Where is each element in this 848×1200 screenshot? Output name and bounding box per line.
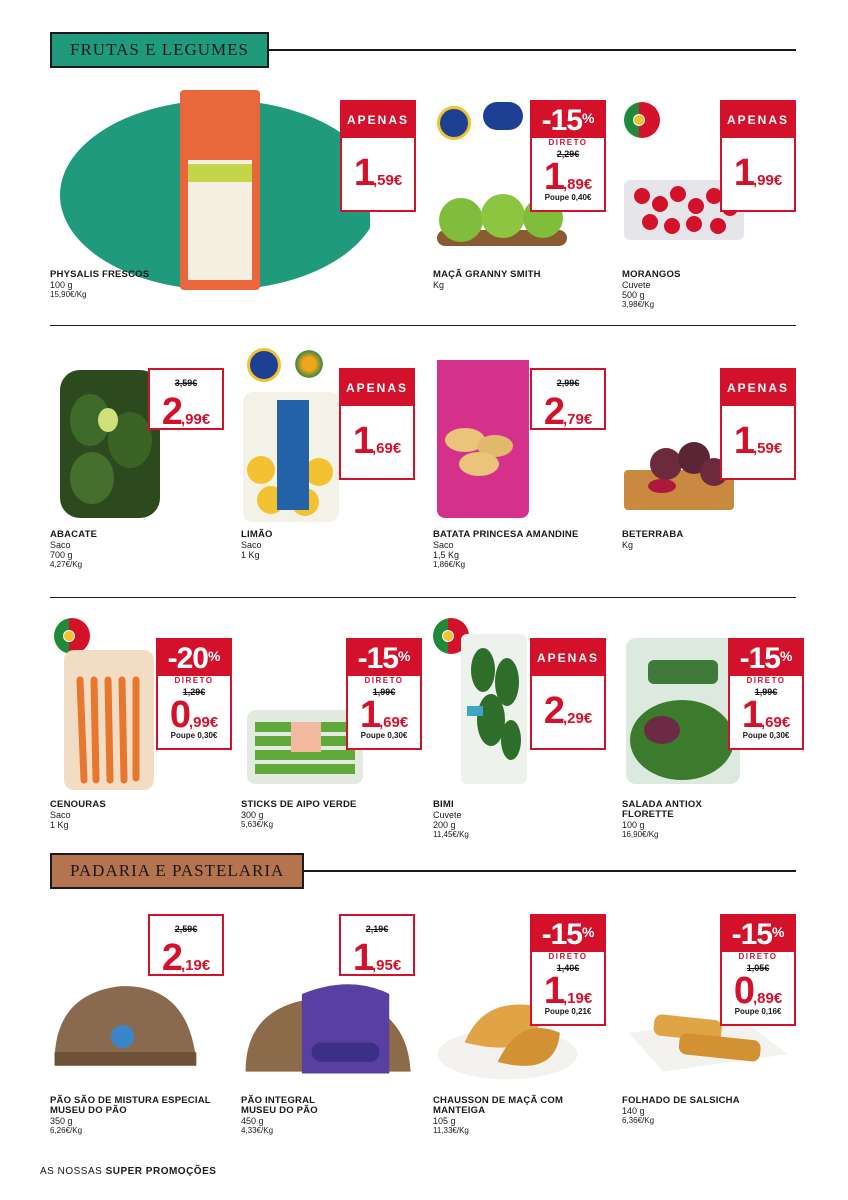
product-card[interactable]	[50, 360, 230, 600]
discount-percent: -15	[731, 918, 772, 951]
product-size: 100 g	[50, 280, 73, 290]
direto-label: DIRETO	[158, 676, 230, 686]
footer-normal: AS NOSSAS	[40, 1166, 106, 1177]
direto-label: DIRETO	[730, 676, 802, 686]
product-size: Kg	[433, 280, 445, 290]
old-price: 1,05€	[746, 963, 770, 973]
product-card[interactable]	[50, 100, 409, 340]
product-size: 450 g	[241, 1116, 264, 1126]
apenas-label: APENAS	[532, 640, 604, 676]
product-name: FOLHADO DE SALSICHA	[622, 1095, 740, 1106]
footer-tagline	[40, 1166, 216, 1177]
apenas-label: APENAS	[341, 370, 413, 406]
product-pack: Saco	[433, 540, 454, 550]
product-name: SALADA ANTIOX FLORETTE	[622, 799, 703, 820]
old-price: 2,99€	[556, 378, 580, 388]
product-name: PHYSALIS FRESCOS	[50, 269, 150, 280]
price-tag	[339, 368, 415, 480]
product-info	[433, 270, 613, 290]
product-name: CENOURAS	[50, 799, 106, 810]
product-name: CHAUSSON DE MAÇÃ COM MANTEIGA	[433, 1095, 564, 1116]
direto-label: DIRETO	[722, 952, 794, 962]
section-title-bakery: PADARIA E PASTELARIA	[70, 861, 285, 880]
product-name: BIMI	[433, 799, 454, 810]
product-card[interactable]	[241, 360, 421, 600]
product-size: 1 Kg	[241, 550, 260, 560]
product-info	[433, 530, 613, 570]
price: 1,69€	[741, 694, 791, 736]
product-info	[50, 530, 230, 570]
product-card[interactable]	[622, 918, 802, 1166]
product-info	[50, 800, 230, 830]
product-card[interactable]	[433, 100, 613, 340]
product-size: 500 g	[622, 290, 645, 300]
product-card[interactable]	[622, 360, 802, 600]
product-name: BATATA PRINCESA AMANDINE	[433, 529, 579, 540]
product-size: 200 g	[433, 820, 456, 830]
unit-price: 4,27€/Kg	[50, 560, 83, 569]
old-price: 2,29€	[556, 149, 580, 159]
footer-bold: SUPER PROMOÇÕES	[105, 1166, 217, 1177]
product-info	[50, 1096, 230, 1136]
price: 2,19€	[161, 937, 211, 979]
product-name: PÃO INTEGRAL MUSEU DO PÃO	[241, 1095, 318, 1116]
product-size: Kg	[622, 540, 634, 550]
direto-label: DIRETO	[532, 138, 604, 148]
product-size: 105 g	[433, 1116, 456, 1126]
product-info	[433, 800, 613, 840]
section-header-fruits	[50, 32, 269, 68]
unit-price: 11,33€/Kg	[433, 1126, 469, 1135]
unit-price: 6,26€/Kg	[50, 1126, 83, 1135]
product-name: ABACATE	[50, 529, 98, 540]
product-info	[433, 1096, 613, 1136]
unit-price: 5,63€/Kg	[241, 820, 274, 829]
section-rule-fruits	[268, 49, 796, 51]
price: 1,69€	[359, 694, 409, 736]
price-tag	[720, 100, 796, 212]
apenas-label: APENAS	[722, 102, 794, 138]
product-card[interactable]	[622, 100, 802, 340]
price: 1,59€	[733, 420, 783, 462]
product-pack: Saco	[50, 810, 71, 820]
product-card[interactable]	[50, 926, 230, 1166]
product-size: 1,5 Kg	[433, 550, 460, 560]
product-size: 1 Kg	[50, 820, 69, 830]
price-tag: -15% DIRETO 1,99€ 1,69€ Poupe 0,30€	[728, 638, 804, 750]
discount-percent: -20	[167, 642, 208, 675]
price: 2,29€	[543, 690, 593, 732]
product-info	[241, 1096, 421, 1136]
price-tag	[340, 100, 416, 212]
product-name: BETERRABA	[622, 529, 684, 540]
savings: Poupe 0,40€	[544, 193, 592, 202]
price: 1,89€	[543, 156, 593, 198]
product-info	[622, 270, 802, 310]
product-name: MORANGOS	[622, 269, 681, 280]
product-info	[50, 270, 230, 300]
price-tag: -15% DIRETO 1,40€ 1,19€ Poupe 0,21€	[530, 914, 606, 1026]
discount-percent: -15	[541, 104, 582, 137]
unit-price: 16,90€/Kg	[622, 830, 659, 839]
direto-label: DIRETO	[532, 952, 604, 962]
product-size: 300 g	[241, 810, 264, 820]
old-price: 1,29€	[182, 687, 206, 697]
savings: Poupe 0,16€	[734, 1007, 782, 1016]
savings: Poupe 0,30€	[742, 731, 790, 740]
apenas-label: APENAS	[342, 102, 414, 138]
product-card[interactable]	[433, 918, 613, 1166]
section-title-fruits: FRUTAS E LEGUMES	[70, 40, 249, 59]
unit-price: 11,45€/Kg	[433, 830, 469, 839]
unit-price: 1,86€/Kg	[433, 560, 466, 569]
price-tag	[148, 914, 224, 979]
product-info	[622, 800, 802, 840]
price-tag: -15% DIRETO 1,05€ 0,89€ Poupe 0,16€	[720, 914, 796, 1026]
old-price: 1,99€	[372, 687, 396, 697]
unit-price: 4,33€/Kg	[241, 1126, 274, 1135]
price-tag	[720, 368, 796, 480]
price-tag: -15% DIRETO 1,99€ 1,69€ Poupe 0,30€	[346, 638, 422, 750]
price: 1,99€	[733, 152, 783, 194]
price-tag	[530, 368, 606, 433]
unit-price: 15,90€/Kg	[50, 290, 87, 299]
product-size: 100 g	[622, 820, 645, 830]
product-pack: Cuvete	[433, 810, 462, 820]
discount-percent: -15	[739, 642, 780, 675]
product-pack: Saco	[50, 540, 71, 550]
product-card[interactable]	[241, 630, 421, 870]
product-card[interactable]	[433, 360, 613, 600]
direto-label: DIRETO	[348, 676, 420, 686]
old-price: 2,59€	[174, 924, 198, 934]
product-card[interactable]	[433, 630, 613, 870]
old-price: 3,59€	[174, 378, 198, 388]
product-name: MAÇÃ GRANNY SMITH	[433, 269, 541, 280]
price: 1,69€	[352, 420, 402, 462]
product-size: 140 g	[622, 1106, 645, 1116]
product-size: 700 g	[50, 550, 73, 560]
unit-price: 3,98€/Kg	[622, 300, 655, 309]
price: 0,89€	[733, 970, 783, 1012]
product-pack: Saco	[241, 540, 262, 550]
product-name: PÃO SÃO DE MISTURA ESPECIAL MUSEU DO PÃO	[50, 1095, 211, 1116]
old-price: 2,19€	[365, 924, 389, 934]
old-price: 1,99€	[754, 687, 778, 697]
product-pack: Cuvete	[622, 280, 651, 290]
product-info	[622, 1096, 802, 1126]
price: 1,19€	[543, 970, 593, 1012]
apenas-label: APENAS	[722, 370, 794, 406]
product-card[interactable]	[50, 630, 230, 870]
price-tag: -20% DIRETO 1,29€ 0,99€ Poupe 0,30€	[156, 638, 232, 750]
product-size: 350 g	[50, 1116, 73, 1126]
old-price: 1,40€	[556, 963, 580, 973]
product-card[interactable]	[622, 630, 802, 870]
price: 1,95€	[352, 937, 402, 979]
price-tag	[148, 368, 224, 433]
product-name: LIMÃO	[241, 529, 273, 540]
discount-percent: -15	[357, 642, 398, 675]
savings: Poupe 0,30€	[170, 731, 218, 740]
price-tag	[339, 914, 415, 979]
product-info	[241, 530, 421, 560]
product-card[interactable]	[241, 926, 421, 1166]
price: 1,59€	[353, 152, 403, 194]
product-info	[622, 530, 802, 550]
product-name: STICKS DE AIPO VERDE	[241, 799, 357, 810]
product-info	[241, 800, 421, 830]
savings: Poupe 0,21€	[544, 1007, 592, 1016]
price: 0,99€	[169, 694, 219, 736]
price: 2,99€	[161, 391, 211, 433]
unit-price: 6,36€/Kg	[622, 1116, 655, 1125]
price-tag	[530, 638, 606, 750]
price-tag: -15% DIRETO 2,29€ 1,89€ Poupe 0,40€	[530, 100, 606, 212]
section-rule-bakery	[303, 870, 796, 872]
discount-percent: -15	[541, 918, 582, 951]
price: 2,79€	[543, 391, 593, 433]
savings: Poupe 0,30€	[360, 731, 408, 740]
